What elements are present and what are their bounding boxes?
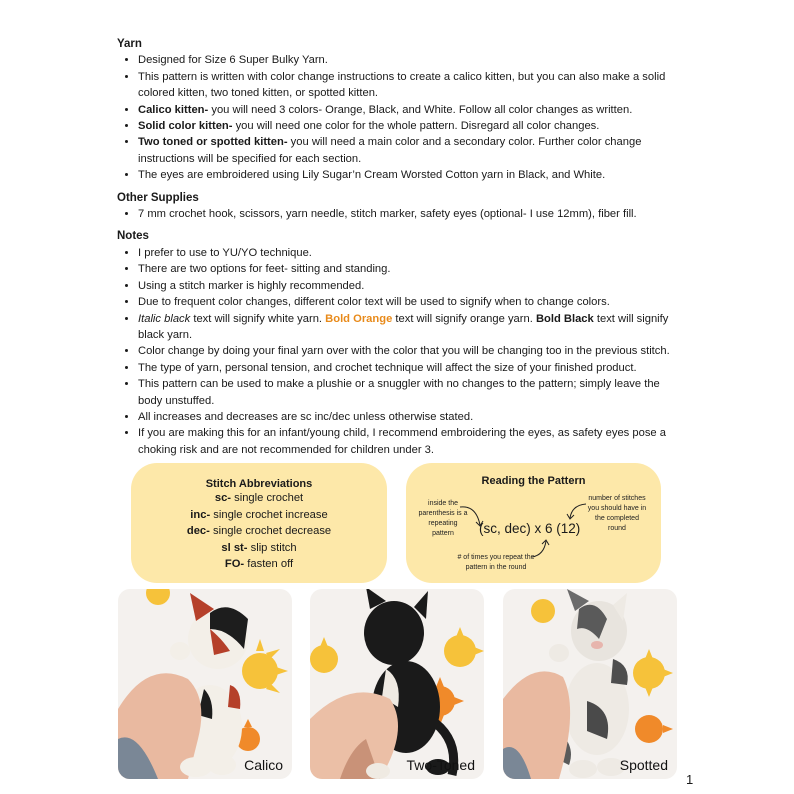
pattern-formula: (sc, dec) x 6 (12) [479, 521, 581, 536]
arrow-right-icon [566, 501, 588, 521]
reading-pattern-panel [406, 463, 661, 583]
list-item: • The type of yarn, personal tension, and crochet technique will affect the size of your finished product. [138, 360, 687, 376]
reading-pattern-title: Reading the Pattern [481, 475, 586, 487]
abbreviation-row: FO- fasten off [224, 558, 294, 571]
list-item: • The eyes are embroidered using Lily Sugar’n Cream Worsted Cotton yarn in Black, and White. [138, 167, 687, 183]
abbreviations-title: Stitch Abbreviations [205, 478, 313, 490]
list-item: • Solid color kitten- you will need one color for the whole pattern. Disregard all color changes. [138, 118, 687, 134]
abbreviation-row: dec- single crochet decrease [186, 525, 332, 538]
abbreviation-row: sc- single crochet [214, 492, 304, 504]
calico-kitten-photo [118, 589, 292, 779]
abbreviations-list [131, 490, 387, 573]
list-item: • Calico kitten- you will need 3 colors- Orange, Black, and White. Follow all color changes as written. [138, 102, 687, 118]
abbreviation-row: inc- single crochet increase [190, 508, 328, 521]
list-item: • Two toned or spotted kitten- you will need a main color and a secondary color. Further color change instructions will be specified for each section. [138, 134, 687, 167]
spotted-kitten-photo [503, 589, 677, 779]
list-item: • All increases and decreases are sc inc/dec unless otherwise stated. [138, 409, 687, 425]
spotted-kitten-image [503, 589, 677, 779]
supplies-list [117, 206, 687, 222]
notes-list [117, 245, 687, 458]
list-item: • This pattern can be used to make a plushie or a snuggler with no changes to the pattern; simply leave the body unstuffed. [138, 376, 687, 409]
annotation-repeat-count: # of times you repeat the pattern in the round [457, 554, 535, 571]
photo-caption: Spotted [619, 757, 668, 773]
list-item: • Using a stitch marker is highly recommended. [138, 278, 687, 294]
two-toned-kitten-photo [310, 589, 484, 779]
yarn-list [117, 52, 687, 183]
list-item: • Color change by doing your final yarn over with the color that you will be changing too in the previous stitch. [138, 343, 687, 359]
abbreviation-row: sl st- slip stitch [221, 541, 297, 554]
two-toned-kitten-image [310, 589, 484, 779]
arrow-up-icon [530, 537, 552, 561]
list-item: • Designed for Size 6 Super Bulky Yarn. [138, 52, 687, 68]
abbreviations-panel [131, 463, 387, 583]
notes-heading: Notes [117, 230, 149, 243]
calico-kitten-image [118, 589, 292, 779]
yarn-heading: Yarn [117, 38, 142, 50]
list-item: • If you are making this for an infant/young child, I recommend embroidering the eyes, as safety eyes pose a choking risk and are not recommended for children under 3. [138, 425, 687, 458]
list-item: • Due to frequent color changes, different color text will be used to signify when to change colors. [138, 294, 687, 310]
pattern-text [117, 36, 687, 458]
annotation-stitch-count: number of stitches you should have in the completed round [587, 495, 647, 532]
arrow-left-icon [458, 503, 488, 531]
list-item: • 7 mm crochet hook, scissors, yarn needle, stitch marker, safety eyes (optional- I use 12mm), fiber fill. [138, 206, 687, 222]
annotation-parenthesis: inside the parenthesis is a repeating pattern [418, 500, 468, 537]
list-item: • This pattern is written with color change instructions to create a calico kitten, but you can also make a solid colored kitten, two toned kitten, or spotted kitten. [138, 69, 687, 102]
page-number: 1 [686, 772, 694, 787]
list-item: • I prefer to use to YU/YO technique. [138, 245, 687, 261]
photo-caption: Calico [244, 757, 283, 773]
supplies-heading: Other Supplies [117, 191, 199, 204]
list-item: • Italic black text will signify white yarn. Bold Orange text will signify orange yarn. Bold Black text will signify black yarn. [138, 311, 687, 344]
list-item: • There are two options for feet- sitting and standing. [138, 261, 687, 277]
photo-caption: Two-Toned [406, 757, 475, 773]
